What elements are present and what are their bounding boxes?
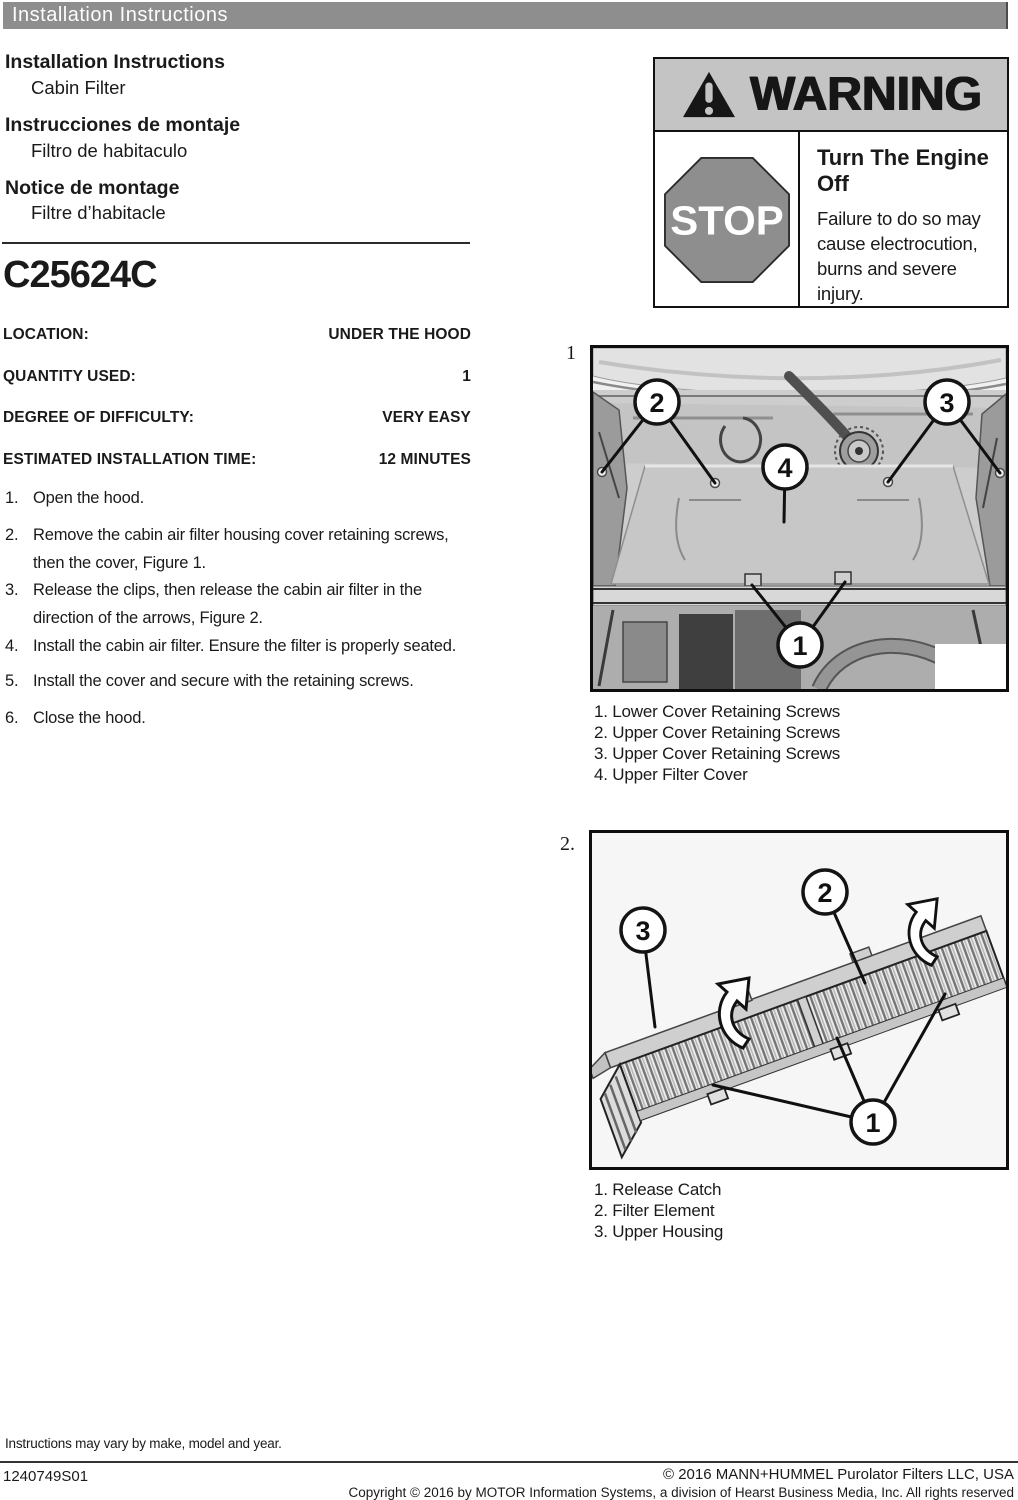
caption-line: 2. Filter Element [594, 1201, 715, 1220]
figure1-caption [594, 701, 840, 785]
heading-french: Notice de montage [5, 177, 180, 199]
copyright-block [349, 1466, 1014, 1500]
figure1-callout-upper-right [925, 380, 969, 424]
step-number: 6. [5, 709, 19, 727]
step-item [5, 521, 469, 577]
stop-sign-icon [661, 154, 793, 286]
copyright-line2: Copyright © 2016 by MOTOR Information Systems, a division of Hearst Business Media, Inc. All rights reserved [348, 1485, 1014, 1500]
figure1-illustration [593, 348, 1006, 689]
step-number: 1. [5, 489, 19, 507]
warning-triangle-icon [680, 69, 738, 121]
warning-paragraph: Failure to do so may cause electrocution, burns and severe injury. [817, 208, 981, 304]
warning-title: WARNING [750, 68, 982, 121]
footnote: Instructions may vary by make, model and year. [5, 1436, 282, 1451]
callout-number: 3 [635, 916, 651, 946]
divider-rule [2, 242, 470, 244]
callout-number: 2 [817, 878, 833, 908]
caption-line: 2. Upper Cover Retaining Screws [594, 723, 841, 742]
callout-number: 2 [649, 388, 665, 418]
figure2-callout-top [803, 870, 847, 914]
spec-label: LOCATION: [3, 326, 89, 343]
callout-number: 1 [865, 1108, 881, 1138]
step-number: 3. [5, 581, 19, 599]
spec-value: 1 [462, 368, 471, 385]
spec-value: 12 MINUTES [378, 451, 471, 468]
step-item [5, 484, 469, 512]
heading-english: Installation Instructions [5, 51, 225, 73]
callout-number: 4 [777, 453, 793, 483]
warning-panel [653, 57, 1009, 308]
step-item [5, 576, 469, 632]
spec-row-install-time [3, 451, 471, 469]
subheading-french: Filtre d’habitacle [31, 202, 166, 223]
figure2-frame [589, 830, 1009, 1170]
step-item [5, 704, 469, 732]
caption-line: 3. Upper Cover Retaining Screws [594, 744, 841, 763]
document-number: 1240749S01 [3, 1468, 89, 1485]
warning-header [655, 59, 1007, 132]
spec-value: VERY EASY [382, 409, 471, 426]
warning-text-cell [800, 132, 1007, 308]
spec-label: DEGREE OF DIFFICULTY: [3, 409, 194, 426]
spec-row-difficulty [3, 409, 471, 427]
top-title-bar [3, 2, 1008, 29]
step-text: Install the cabin air filter. Ensure the filter is properly seated. [33, 637, 457, 655]
step-number: 2. [5, 526, 19, 544]
figure1-callout-upper-left [635, 380, 679, 424]
heading-spanish: Instrucciones de montaje [5, 114, 241, 136]
step-text: Close the hood. [33, 709, 146, 727]
copyright-line1: © 2016 MANN+HUMMEL Purolator Filters LLC, USA [662, 1466, 1014, 1483]
subheading-english: Cabin Filter [31, 77, 126, 98]
stop-sign-text: STOP [669, 197, 784, 244]
step-number: 5. [5, 672, 19, 690]
figure1-callout-bottom [778, 623, 822, 667]
spec-value: UNDER THE HOOD [328, 326, 471, 343]
caption-line: 1. Release Catch [594, 1180, 722, 1199]
step-text: Release the clips, then release the cabin air filter in the direction of the arrows, Figure 2. [33, 581, 423, 627]
spec-row-quantity [3, 368, 471, 386]
step-text: Open the hood. [33, 489, 144, 507]
step-text: Install the cover and secure with the retaining screws. [33, 672, 414, 690]
callout-number: 3 [939, 388, 955, 418]
caption-line: 1. Lower Cover Retaining Screws [594, 702, 841, 721]
figure2-callout-bottom [851, 1100, 895, 1144]
footer-rule [0, 1461, 1018, 1463]
step-text: Remove the cabin air filter housing cover retaining screws, then the cover, Figure 1. [33, 526, 449, 572]
spec-label: ESTIMATED INSTALLATION TIME: [3, 451, 257, 468]
warning-heading: Turn The Engine Off [817, 145, 989, 196]
figure1-callout-center [763, 445, 807, 489]
step-number: 4. [5, 637, 19, 655]
figure2-caption [594, 1179, 723, 1242]
figure1-label: 1 [566, 342, 576, 364]
part-number: C25624C [3, 254, 157, 296]
stop-sign-cell [655, 132, 800, 308]
subheading-spanish: Filtro de habitaculo [31, 140, 188, 161]
callout-number: 1 [792, 631, 808, 661]
figure2-callout-left [621, 908, 665, 952]
spec-label: QUANTITY USED: [3, 368, 136, 385]
figure2-illustration [592, 833, 1006, 1167]
warning-body [655, 132, 1007, 308]
step-item [5, 667, 469, 695]
figure2-label: 2. [560, 833, 575, 855]
spec-row-location [3, 326, 471, 344]
caption-line: 4. Upper Filter Cover [594, 765, 748, 784]
top-title-bar-label: Installation Instructions [12, 4, 228, 26]
step-item [5, 632, 469, 660]
caption-line: 3. Upper Housing [594, 1222, 724, 1241]
figure1-frame [590, 345, 1009, 692]
